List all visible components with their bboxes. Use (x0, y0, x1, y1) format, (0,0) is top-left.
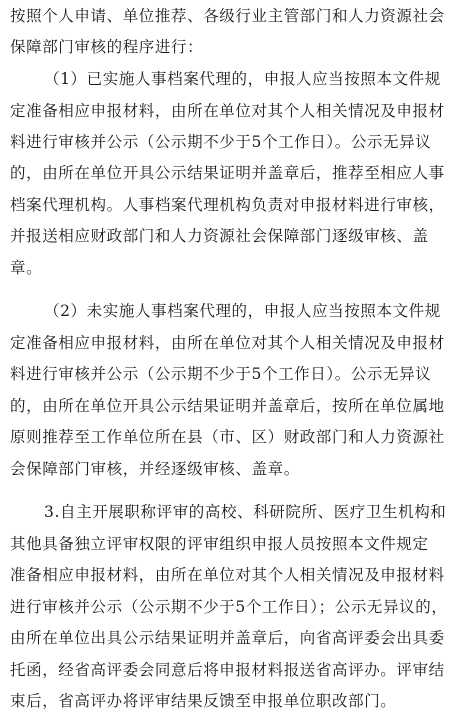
text-line: （1）已实施人事档案代理的，申报人应当按照本文件规 (44, 70, 441, 88)
text-line: 章。 (10, 259, 43, 277)
text-line: 料进行审核并公示（公示期不少于5个工作日）。公示无异议 (10, 365, 432, 383)
text-line: 会保障部门审核，并经逐级审核、盖章。 (10, 460, 300, 478)
text-line: 准备相应申报材料，由所在单位对其个人相关情况及申报材料 (10, 566, 445, 584)
text-line: 进行审核并公示（公示期不少于5个工作日）；公示无异议的， (10, 598, 448, 616)
text-line: 的，由所在单位开具公示结果证明并盖章后，推荐至相应人事 (10, 164, 445, 182)
text-line: 档案代理机构。人事档案代理机构负责对申报材料进行审核， (10, 196, 445, 214)
text-line: 保障部门审核的程序进行： (10, 38, 204, 56)
text-line: 3.自主开展职称评审的高校、科研院所、医疗卫生机构和 (44, 503, 447, 521)
text-line: 按照个人申请、单位推荐、各级行业主管部门和人力资源社会 (10, 7, 445, 25)
text-line: 由所在单位出具公示结果证明并盖章后，向省高评委会出具委 (10, 629, 445, 647)
text-line: 料进行审核并公示（公示期不少于5个工作日）。公示无异议 (10, 133, 432, 151)
text-line: 其他具备独立评审权限的评审组织申报人员按照本文件规定 (10, 535, 429, 553)
text-line: （2）未实施人事档案代理的，申报人应当按照本文件规 (44, 302, 441, 320)
text-line: 原则推荐至工作单位所在县（市、区）财政部门和人力资源社 (10, 428, 445, 446)
text-line: 的，由所在单位开具公示结果证明并盖章后，按所在单位属地 (10, 397, 445, 415)
text-line: 托函，经省高评委会同意后将申报材料报送省高评办。评审结 (10, 661, 445, 679)
text-line: 定准备相应申报材料，由所在单位对其个人相关情况及申报材 (10, 334, 445, 352)
text-line: 定准备相应申报材料，由所在单位对其个人相关情况及申报材 (10, 102, 445, 120)
text-line: 并报送相应财政部门和人力资源社会保障部门逐级审核、盖 (10, 227, 429, 245)
text-line: 束后，省高评办将评审结果反馈至申报单位职改部门。 (10, 692, 397, 710)
